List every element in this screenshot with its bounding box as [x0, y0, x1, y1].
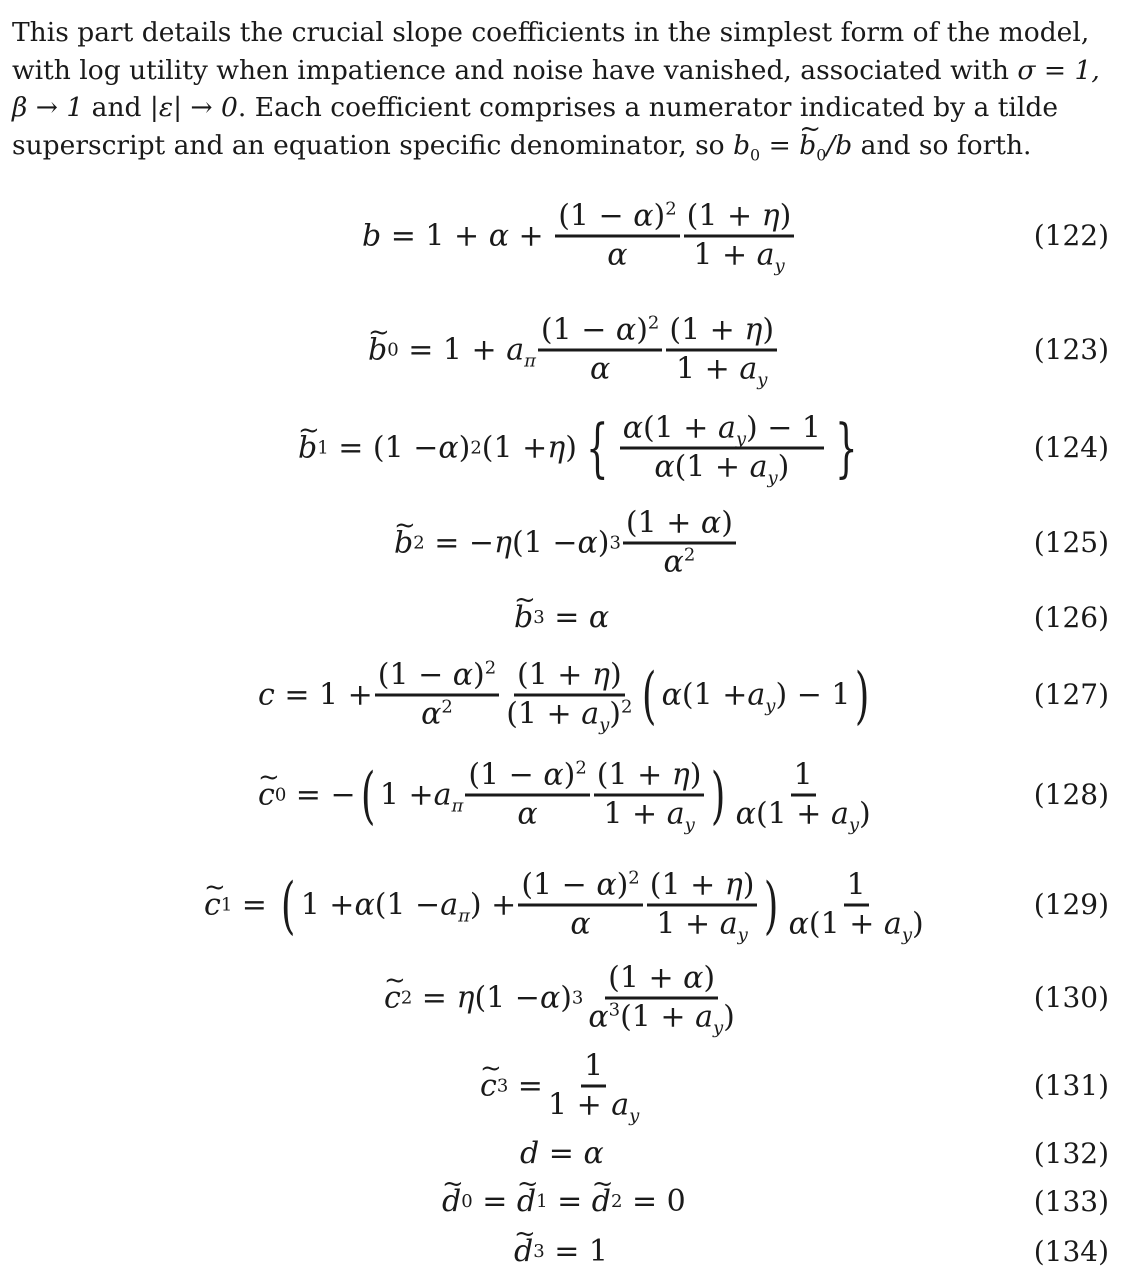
- equation-number: (124): [1033, 431, 1109, 464]
- equation-133: ~ d 0 = ~ d 1 = ~ d 2 = 0 (133): [0, 1182, 1131, 1222]
- equation-132: d = α (132): [520, 1136, 1109, 1171]
- para-line-4: superscript and an equation specific denominator, so $b_0$ = ~ $b_0/b$ and so forth.: [12, 127, 1112, 165]
- equation-number: (129): [1033, 888, 1109, 921]
- equation-number: (134): [1033, 1235, 1109, 1268]
- equation-128: ~ c 0 = − ( 1 + $a_\pi$ $\frac{(1 - \alpha)^2}{\alpha}$ $\frac{(1 + \eta)}{1 + a_y}$ ) $\frac{1}{\alpha(1 + a_y)}$ (128): [0, 755, 1131, 835]
- para-line-1: This part details the crucial slope coefficients in the simplest form of the model,: [12, 17, 1090, 48]
- equation-number: (127): [1033, 678, 1109, 711]
- equation-123: ~ b 0 = 1 + $a_\pi$ $\frac{(1 - \alpha)^2}{\alpha}$ $\frac{(1 + \eta)}{1 + a_y}$ (123): [0, 310, 1131, 390]
- equation-130: ~ c 2 = η (1 − α ) 3 $\frac{(1 + \alpha)}{\alpha^3(1 + a_y)}$ (130): [0, 958, 1131, 1038]
- equation-number: (123): [1033, 333, 1109, 366]
- intro-paragraph: [12, 14, 1112, 164]
- equation-number: (131): [1033, 1069, 1109, 1102]
- equation-number: (126): [1033, 601, 1109, 634]
- equation-124: ~ b 1 = (1 − α ) 2 (1 + η ) { $\frac{\alpha(1 + a_y) - 1}{\alpha(1 + a_y)}$ } (124): [0, 408, 1131, 488]
- equation-number: (125): [1033, 526, 1109, 559]
- equation-number: (132): [1033, 1137, 1109, 1170]
- para-line-3: β → 1 and |ε| → 0. Each coefficient comprises a numerator indicated by a tilde: [12, 92, 1058, 123]
- equation-number: (130): [1033, 981, 1109, 1014]
- equation-number: (122): [1033, 219, 1109, 252]
- equation-131: ~ c 3 = $\frac{1}{1 + a_y}$ (131): [0, 1046, 1131, 1126]
- equation-127: c = 1 + $\frac{(1 - \alpha)^2}{\alpha^2}$ $\frac{(1 + \eta)}{(1 + a_y)^2}$ ( α (1 + $a_y$ ) − 1 ) (127): [258, 657, 1109, 736]
- equation-129: ~ c 1 = ( 1 + α (1 − $a_\pi$ ) + $\frac{(1 - \alpha)^2}{\alpha}$ $\frac{(1 + \eta)}{1 + a_y}$ ) $\frac{1}{\alpha(1 + a_y)}$ (129): [0, 865, 1131, 945]
- equation-126: ~ b 3 = α (126): [0, 598, 1131, 638]
- equation-122: b = 1 + α + $\frac{(1 - \alpha)^2}{\alpha}$ $\frac{(1 + \eta)}{1 + a_y}$ (122): [362, 198, 1109, 277]
- equation-134: ~ d 3 = 1 (134): [0, 1232, 1131, 1272]
- equation-number: (128): [1033, 778, 1109, 811]
- para-line-2: with log utility when impatience and noise have vanished, associated with σ = 1,: [12, 54, 1100, 86]
- equation-125: ~ b 2 = − η (1 − α ) 3 $\frac{(1 + \alpha)}{\alpha^2}$ (125): [0, 508, 1131, 578]
- equation-number: (133): [1033, 1185, 1109, 1218]
